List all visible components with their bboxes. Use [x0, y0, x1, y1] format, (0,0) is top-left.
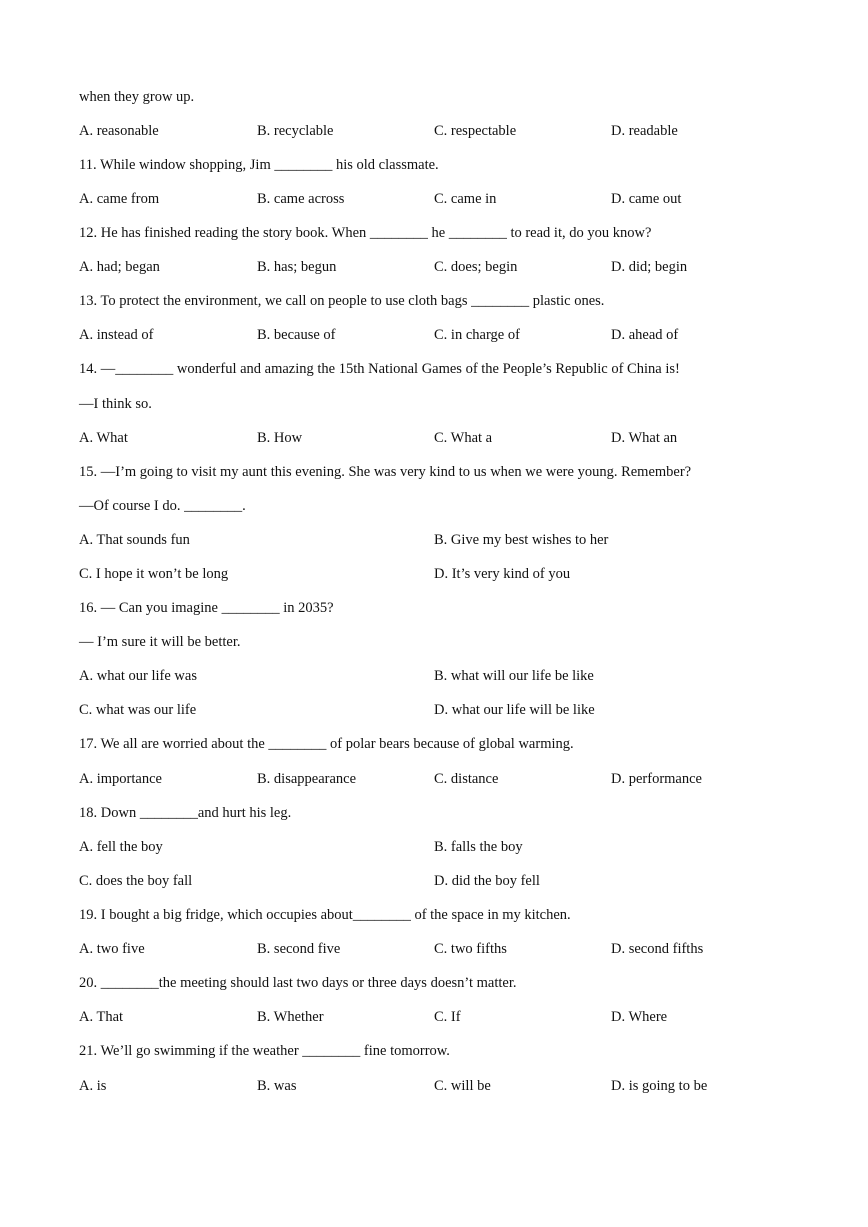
option-a: A. two five — [79, 941, 145, 957]
question-12: 12. He has finished reading the story book. When ________ he ________ to read it, do you know? — [79, 225, 652, 241]
option-d: D. did the boy fell — [434, 873, 540, 889]
option-b: B. Whether — [257, 1009, 324, 1025]
option-a: A. importance — [79, 771, 162, 787]
option-b: B. what will our life be like — [434, 668, 594, 684]
question-16: 16. — Can you imagine ________ in 2035? — [79, 600, 334, 616]
option-c: C. will be — [434, 1078, 491, 1094]
option-d: D. performance — [611, 771, 702, 787]
option-a: A. What — [79, 430, 128, 446]
dialogue-reply: — I’m sure it will be better. — [79, 634, 241, 650]
option-d: D. did; begin — [611, 259, 688, 275]
option-c: C. respectable — [434, 123, 517, 139]
option-a: A. That sounds fun — [79, 532, 190, 548]
option-c: C. does; begin — [434, 259, 518, 275]
option-b: B. has; begun — [257, 259, 337, 275]
option-b: B. disappearance — [257, 771, 357, 787]
option-b: B. recyclable — [257, 123, 334, 139]
question-21: 21. We’ll go swimming if the weather ________ fine tomorrow. — [79, 1043, 450, 1059]
continued-question-text: when they grow up. — [79, 89, 195, 105]
option-d: D. what our life will be like — [434, 702, 595, 718]
option-c: C. in charge of — [434, 327, 520, 343]
question-19: 19. I bought a big fridge, which occupies about________ of the space in my kitchen. — [79, 907, 571, 923]
option-d: D. readable — [611, 123, 678, 139]
option-c: C. I hope it won’t be long — [79, 566, 229, 582]
option-d: D. It’s very kind of you — [434, 566, 571, 582]
option-c: C. If — [434, 1009, 461, 1025]
dialogue-reply: —I think so. — [79, 396, 152, 412]
option-d: D. came out — [611, 191, 682, 207]
question-13: 13. To protect the environment, we call on people to use cloth bags ________ plastic ones. — [79, 293, 605, 309]
question-18: 18. Down ________and hurt his leg. — [79, 805, 292, 821]
option-c: C. distance — [434, 771, 499, 787]
question-14: 14. —________ wonderful and amazing the 15th National Games of the People’s Republic of China is! — [79, 361, 680, 377]
option-a: A. reasonable — [79, 123, 159, 139]
option-b: B. came across — [257, 191, 345, 207]
question-11: 11. While window shopping, Jim ________ his old classmate. — [79, 157, 439, 173]
option-b: B. second five — [257, 941, 341, 957]
option-a: A. is — [79, 1078, 107, 1094]
question-17: 17. We all are worried about the ________ of polar bears because of global warming. — [79, 736, 574, 752]
question-20: 20. ________the meeting should last two days or three days doesn’t matter. — [79, 975, 517, 991]
option-b: B. How — [257, 430, 303, 446]
option-a: A. instead of — [79, 327, 154, 343]
option-c: C. came in — [434, 191, 497, 207]
option-c: C. what was our life — [79, 702, 197, 718]
option-b: B. was — [257, 1078, 297, 1094]
question-15: 15. —I’m going to visit my aunt this evening. She was very kind to us when we were young. Remember? — [79, 464, 692, 480]
option-a: A. fell the boy — [79, 839, 163, 855]
option-a: A. what our life was — [79, 668, 197, 684]
dialogue-reply: —Of course I do. ________. — [79, 498, 246, 514]
option-d: D. ahead of — [611, 327, 679, 343]
option-d: D. is going to be — [611, 1078, 708, 1094]
option-c: C. does the boy fall — [79, 873, 193, 889]
option-b: B. falls the boy — [434, 839, 523, 855]
option-d: D. Where — [611, 1009, 668, 1025]
option-b: B. Give my best wishes to her — [434, 532, 609, 548]
option-a: A. came from — [79, 191, 160, 207]
option-a: A. had; began — [79, 259, 160, 275]
option-a: A. That — [79, 1009, 124, 1025]
option-b: B. because of — [257, 327, 336, 343]
option-c: C. two fifths — [434, 941, 507, 957]
option-d: D. What an — [611, 430, 678, 446]
option-d: D. second fifths — [611, 941, 704, 957]
option-c: C. What a — [434, 430, 493, 446]
